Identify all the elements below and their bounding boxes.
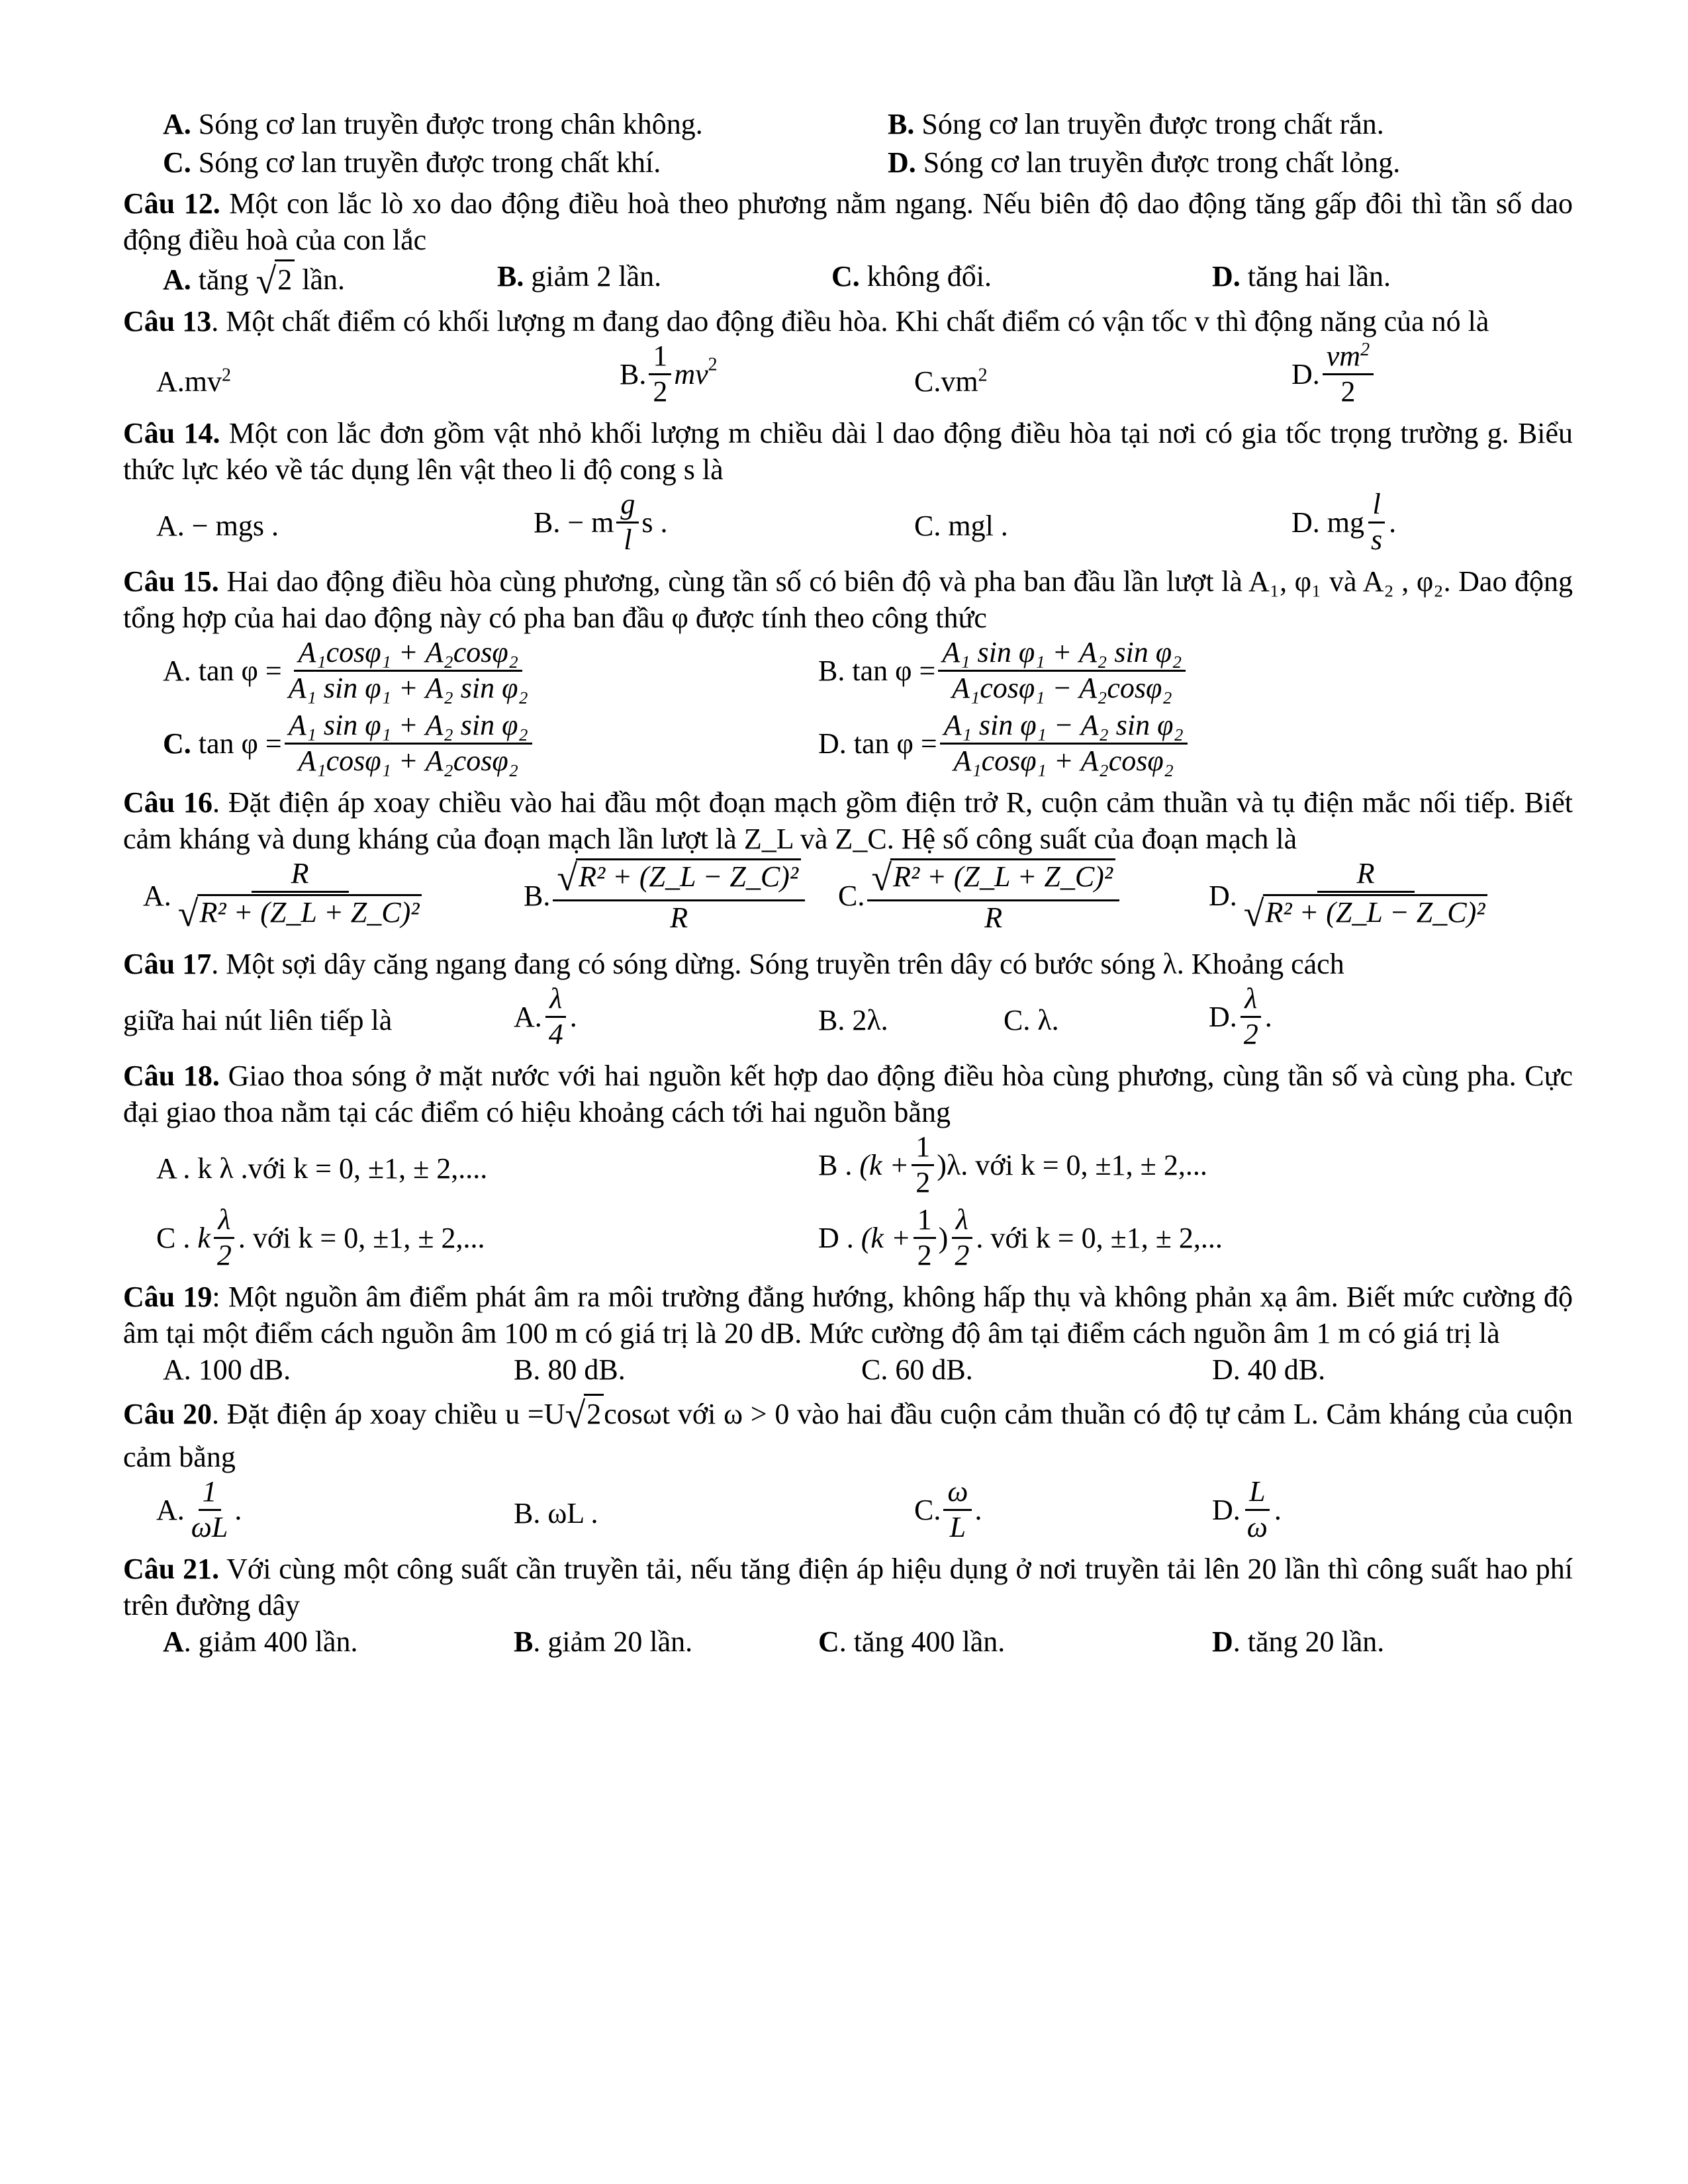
q12-option-a: A. tăng √2 lần. [163, 261, 346, 302]
q17-option-c: C. λ. [1004, 1004, 1059, 1036]
q20-option-a: A. $\frac{1}{\omega L}$ . [156, 1475, 242, 1543]
q16-option-b: B. $\frac{\text{√R² + (Z\_L − Z\_C)²}}{R}$ [524, 857, 808, 935]
q16-stem: Câu 16. Đặt điện áp xoay chiều vào hai đầu một đoạn mạch gồm điện trở R, cuộn cảm thuần và tụ điện mắc nối tiếp. Biết cảm kháng và dung kháng của đoạn mạch lần lượt là Z_L và Z_C. Hệ số công suất của đoạn mạch là [123, 786, 1573, 855]
q20-option-c: C. $\frac{\omega}{L}$ . [914, 1475, 982, 1543]
q20-option-d: D. $\frac{L}{\omega}$ . [1212, 1475, 1282, 1543]
q11-option-d: D. Sóng cơ lan truyền được trong chất lỏng. [888, 146, 1401, 179]
q18-options-row-1 [123, 1130, 1573, 1203]
q12-stem: Câu 12. Một con lắc lò xo dao động điều hoà theo phương nằm ngang. Nếu biên độ dao động tăng gấp đôi thì tần số dao động điều hoà của con lắc [123, 187, 1573, 256]
q11-options-row-2 [123, 144, 1573, 183]
q18-stem: Câu 18. Giao thoa sóng ở mặt nước với hai nguồn kết hợp dao động điều hòa cùng phương, cùng tần số và cùng pha. Cực đại giao thoa nằm tại các điểm có hiệu khoảng cách tới hai nguồn bằng [123, 1060, 1573, 1128]
q14-option-a: A. − mgs . [156, 510, 279, 542]
q12-option-b: B. giảm 2 lần. [497, 260, 662, 293]
q19-option-d: D. 40 dB. [1212, 1353, 1326, 1386]
q13-option-a: $A.mv^2$ [156, 365, 231, 398]
q13-stem: Câu 13. Một chất điểm có khối lượng m đang dao động điều hòa. Khi chất điểm có vận tốc v thì động năng của nó là [123, 305, 1489, 338]
q20-options [123, 1475, 1573, 1548]
q11-option-c: C. Sóng cơ lan truyền được trong chất khí. [163, 146, 661, 179]
q17-option-d: D. $\frac{\lambda}{2}$ . [1209, 982, 1272, 1050]
q21-options [123, 1623, 1573, 1662]
q19-option-b: B. 80 dB. [514, 1353, 626, 1386]
q15-stem: Câu 15. Hai dao động điều hòa cùng phương, cùng tần số có biên độ và pha ban đầu lần lượt là A₁, φ₁ và A₂ , φ₂. Dao động tổng hợp của hai dao động này có pha ban đầu φ được tính theo công thức [123, 565, 1573, 634]
q12-option-c: C. không đổi. [831, 260, 992, 293]
q14-stem: Câu 14. Một con lắc đơn gồm vật nhỏ khối lượng m chiều dài l dao động điều hòa tại nơi có gia tốc trọng trường g. Biểu thức lực kéo về tác dụng lên vật theo li độ cong s là [123, 417, 1573, 486]
q17-options [123, 982, 1573, 1055]
q11-options-row-1 [123, 106, 1573, 144]
q17-option-b: B. 2λ. [818, 1004, 888, 1036]
q14-option-d: D. mg $\frac{l}{s}$ . [1291, 488, 1397, 556]
q21-option-b: B. giảm 20 lần. [514, 1625, 693, 1658]
q13-option-c: $C.vm^2$ [914, 365, 988, 398]
q16-option-a: A. $\frac{R}{\text{√R² + (Z\_L + Z\_C)²}}$ [143, 857, 428, 935]
q17-stem: Câu 17. Một sợi dây căng ngang đang có sóng dừng. Sóng truyền trên dây có bước sóng λ. Khoảng cách [123, 948, 1344, 980]
q19-options [123, 1351, 1573, 1390]
q14-options [123, 488, 1573, 561]
q19-stem: Câu 19: Một nguồn âm điểm phát âm ra môi trường đẳng hướng, không hấp thụ và không phản xạ âm. Biết mức cường độ âm tại một điểm cách nguồn âm 100 m có giá trị là 20 dB. Mức cường độ âm tại điểm cách nguồn âm 1 m có giá trị là [123, 1281, 1573, 1349]
q15-option-b: B. tan φ = $\frac{\text{A₁ sin φ₁ + A₂ sin φ₂}}{\text{A₁cosφ₁ − A₂cosφ₂}}$ [818, 636, 1188, 705]
q13-options [123, 340, 1573, 412]
q21-stem: Câu 21. Với cùng một công suất cần truyền tải, nếu tăng điện áp hiệu dụng ở nơi truyền tải lên 20 lần thì công suất hao phí trên đường dây [123, 1553, 1573, 1621]
q15-option-c: C. tan φ = $\frac{\text{A₁ sin φ₁ + A₂ sin φ₂}}{\text{A₁cosφ₁ + A₂cosφ₂}}$ [163, 709, 535, 778]
q14-option-b: B. − m $\frac{g}{l}$ s . [534, 488, 668, 556]
q17-stem-continued: giữa hai nút liên tiếp là [123, 1004, 393, 1036]
q18-option-c: C . k $\frac{\lambda}{2}$ . với k = 0, ±1, ± 2,... [156, 1203, 485, 1271]
q11-option-a: A. Sóng cơ lan truyền được trong chân không. [163, 108, 703, 140]
q12-option-d: D. tăng hai lần. [1212, 260, 1391, 293]
q19-option-c: C. 60 dB. [861, 1353, 973, 1386]
q19-option-a: A. 100 dB. [163, 1353, 291, 1386]
q20-option-b: B. ωL . [514, 1497, 598, 1529]
q16-options [123, 857, 1573, 943]
q15-option-a: A. tan φ = $\frac{\text{A₁cosφ₁ + A₂cosφ₂}}{\text{A₁ sin φ₁ + A₂ sin φ₂}}$ [163, 636, 528, 704]
q14-option-c: C. mgl . [914, 510, 1008, 542]
q18-option-d: D . (k + $\frac{1}{2}$ ) $\frac{\lambda}{2}$ . với k = 0, ±1, ± 2,... [818, 1203, 1223, 1271]
q16-option-c: C. $\frac{\text{√R² + (Z\_L + Z\_C)²}}{R}$ [838, 857, 1122, 935]
q15-options-row-1 [123, 636, 1573, 709]
q17-option-a: A. $\frac{\lambda}{4}$ . [514, 982, 577, 1050]
q16-option-d: D. $\frac{R}{\text{√R² + (Z\_L − Z\_C)²}}$ [1209, 857, 1494, 935]
q18-option-b: B . (k + $\frac{1}{2}$ )λ. với k = 0, ±1, ± 2,... [818, 1130, 1207, 1199]
q21-option-d: D. tăng 20 lần. [1212, 1625, 1385, 1658]
q18-option-a: A . k λ .với k = 0, ±1, ± 2,.... [156, 1152, 488, 1185]
q13-option-d: D. $\frac{vm^2}{2}$ [1291, 340, 1376, 409]
q15-option-d: D. tan φ = $\frac{\text{A₁ sin φ₁ − A₂ sin φ₂}}{\text{A₁cosφ₁ + A₂cosφ₂}}$ [818, 709, 1190, 778]
q21-option-a: A. giảm 400 lần. [163, 1625, 358, 1658]
exam-page [123, 106, 1573, 1662]
q21-option-c: C. tăng 400 lần. [818, 1625, 1006, 1658]
q11-option-b: B. Sóng cơ lan truyền được trong chất rắn. [888, 108, 1384, 140]
q18-options-row-2 [123, 1203, 1573, 1276]
q15-options-row-2 [123, 709, 1573, 782]
q12-options [123, 258, 1573, 300]
q13-option-b: B. $\frac{1}{2}$ $mv^2$ [620, 340, 718, 408]
q20-stem: Câu 20. Đặt điện áp xoay chiều u =U√2cosωt với ω > 0 vào hai đầu cuộn cảm thuần có độ tự cảm L. Cảm kháng của cuộn cảm bằng [123, 1395, 1573, 1473]
